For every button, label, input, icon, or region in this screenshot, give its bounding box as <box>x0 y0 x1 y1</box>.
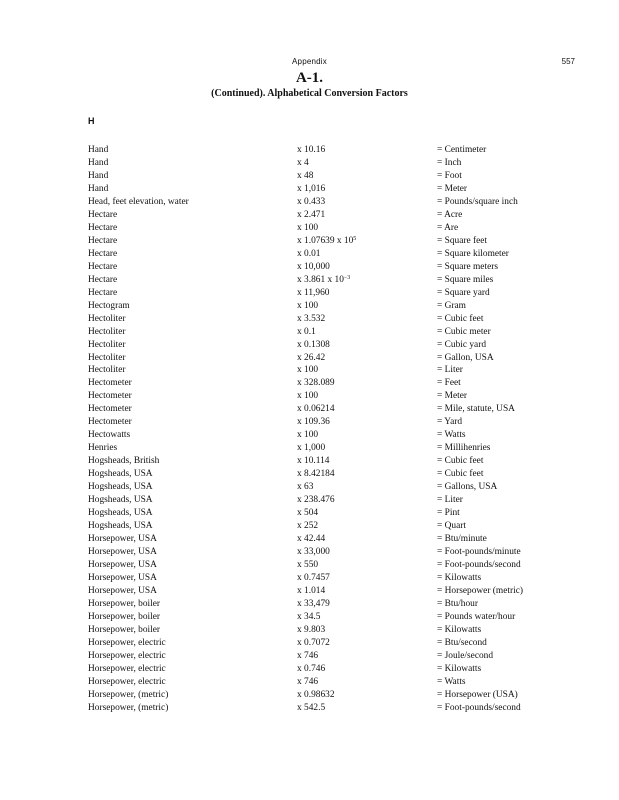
table-row <box>88 248 568 261</box>
from-unit: Horsepower, boiler <box>88 611 160 622</box>
conversion-factor <box>297 455 329 468</box>
factor-value: x 0.433 <box>297 196 326 207</box>
to-unit: = Centimeter <box>437 145 487 155</box>
from-unit: Horsepower, USA <box>88 547 157 558</box>
table-row <box>88 585 568 598</box>
from-unit: Horsepower, electric <box>88 676 166 687</box>
from-unit: Hectometer <box>88 391 132 402</box>
factor-value: x 0.1 <box>297 326 316 337</box>
from-unit: Horsepower, USA <box>88 572 157 583</box>
from-unit: Hand <box>88 183 109 194</box>
factor-value: x 0.746 <box>297 663 326 674</box>
from-unit: Horsepower, boiler <box>88 598 160 609</box>
from-unit: Hogsheads, USA <box>88 482 153 493</box>
conversion-factor <box>297 559 318 572</box>
to-unit: = Meter <box>437 391 468 402</box>
factor-value: x 63 <box>297 482 314 493</box>
to-unit: = Horsepower (USA) <box>437 689 518 700</box>
conversion-factor <box>297 520 318 533</box>
from-unit: Horsepower, electric <box>88 637 166 648</box>
conversion-factor <box>297 326 316 339</box>
from-unit: Hectare <box>88 248 118 259</box>
table-row <box>88 442 568 455</box>
conversion-factor <box>297 287 329 300</box>
conversion-factor <box>297 209 325 222</box>
to-unit: = Cubic feet <box>437 469 484 480</box>
from-unit: Horsepower, USA <box>88 534 157 545</box>
conversion-factor <box>297 144 325 157</box>
page-number: 557 <box>561 57 575 66</box>
to-unit: = Acre <box>437 209 463 220</box>
table-row <box>88 676 568 689</box>
from-unit: Head, feet elevation, water <box>88 196 189 207</box>
to-unit: = Pint <box>437 508 460 519</box>
from-unit: Horsepower, electric <box>88 663 166 674</box>
table-row <box>88 637 568 650</box>
factor-value: x 42.44 <box>297 534 326 545</box>
conversion-factor <box>297 196 325 209</box>
from-unit: Hogsheads, USA <box>88 495 153 506</box>
conversion-factor <box>297 637 330 650</box>
factor-value: x 26.42 <box>297 352 326 363</box>
table-title: (Continued). Alphabetical Conversion Factors <box>211 88 408 99</box>
factor-value: x 11,960 <box>297 287 330 298</box>
conversion-factor <box>297 624 325 637</box>
conversion-factor <box>297 442 325 455</box>
from-unit: Hectare <box>88 274 118 285</box>
table-row <box>88 533 568 546</box>
to-unit: = Pounds/square inch <box>437 196 518 207</box>
factor-value: x 10.16 <box>297 145 326 155</box>
to-unit: = Joule/second <box>437 650 494 661</box>
to-unit: = Feet <box>437 378 461 389</box>
factor-value: x 34.5 <box>297 611 321 622</box>
factor-value: x 100 <box>297 391 319 402</box>
to-unit: = Square kilometer <box>437 248 509 259</box>
factor-value: x 3.532 <box>297 313 326 324</box>
to-unit: = Cubic yard <box>437 339 487 350</box>
conversion-factor <box>297 546 330 559</box>
table-row <box>88 468 568 481</box>
conversion-factor <box>297 390 318 403</box>
factor-value: x 550 <box>297 560 319 570</box>
factor-value: x 238.476 <box>297 495 335 506</box>
table-row <box>88 364 568 377</box>
factor-value: x 0.1308 <box>297 339 330 350</box>
to-unit: = Inch <box>437 157 462 168</box>
factor-value: x 100 <box>297 222 319 233</box>
table-row <box>88 455 568 468</box>
to-unit: = Watts <box>437 676 466 687</box>
factor-exponent: 5 <box>353 235 357 242</box>
factor-value: x 1,000 <box>297 443 326 454</box>
from-unit: Hectometer <box>88 404 132 415</box>
to-unit: = Square miles <box>437 274 494 285</box>
table-row <box>88 183 568 196</box>
conversion-factor <box>297 663 325 676</box>
table-row <box>88 546 568 559</box>
to-unit: = Quart <box>437 521 466 532</box>
factor-value: x 0.06214 <box>297 404 335 415</box>
factor-value: x 48 <box>297 170 314 181</box>
from-unit: Hectowatts <box>88 430 131 441</box>
table-row <box>88 416 568 429</box>
conversion-factor <box>297 676 318 689</box>
table-row <box>88 390 568 403</box>
factor-value: x 0.7072 <box>297 637 330 648</box>
factor-value: x 0.98632 <box>297 689 335 700</box>
factor-value: x 504 <box>297 508 319 519</box>
conversion-factor <box>297 222 318 235</box>
from-unit: Hectare <box>88 287 118 298</box>
table-row <box>88 157 568 170</box>
from-unit: Hectoliter <box>88 339 126 350</box>
to-unit: = Cubic meter <box>437 326 491 337</box>
table-row <box>88 702 568 715</box>
table-row <box>88 274 568 287</box>
from-unit: Hogsheads, British <box>88 456 160 467</box>
table-row <box>88 572 568 585</box>
factor-value: x 2.471 <box>297 209 326 220</box>
factor-value: x 328.089 <box>297 378 335 389</box>
to-unit: = Kilowatts <box>437 624 482 635</box>
table-row <box>88 494 568 507</box>
from-unit: Hectoliter <box>88 326 126 337</box>
from-unit: Hand <box>88 170 109 181</box>
from-unit: Horsepower, USA <box>88 560 157 570</box>
conversion-factor <box>297 248 320 261</box>
table-row <box>88 507 568 520</box>
to-unit: = Horsepower (metric) <box>437 585 523 596</box>
conversion-factor <box>297 377 335 390</box>
conversion-factor <box>297 274 350 287</box>
factor-value: x 746 <box>297 650 319 661</box>
from-unit: Horsepower, (metric) <box>88 702 169 713</box>
conversion-factor <box>297 507 318 520</box>
conversion-factor <box>297 585 325 598</box>
table-row <box>88 663 568 676</box>
factor-value: x 10,000 <box>297 261 330 272</box>
table-row <box>88 261 568 274</box>
table-number: A-1. <box>295 70 324 86</box>
to-unit: = Liter <box>437 495 463 506</box>
table-row <box>88 300 568 313</box>
section-letter: H <box>88 116 95 126</box>
to-unit: = Foot-pounds/second <box>437 560 521 570</box>
to-unit: = Are <box>437 222 459 233</box>
to-unit: = Millihenries <box>437 443 491 454</box>
to-unit: = Liter <box>437 365 463 376</box>
table-row <box>88 429 568 442</box>
to-unit: = Btu/minute <box>437 534 487 545</box>
conversion-factor <box>297 300 318 313</box>
conversion-factor <box>297 170 313 183</box>
from-unit: Hectogram <box>88 300 130 311</box>
factor-value: x 100 <box>297 300 319 311</box>
factor-value: x 10.114 <box>297 456 330 467</box>
conversion-factor <box>297 611 320 624</box>
from-unit: Hogsheads, USA <box>88 521 153 532</box>
factor-value: x 1.07639 x 10 <box>297 235 354 246</box>
factor-value: x 109.36 <box>297 417 330 428</box>
table-row <box>88 196 568 209</box>
to-unit: = Cubic feet <box>437 313 484 324</box>
from-unit: Hectometer <box>88 378 132 389</box>
conversion-factor <box>297 650 318 663</box>
conversion-factor <box>297 429 318 442</box>
conversion-factor <box>297 689 335 702</box>
to-unit: = Cubic feet <box>437 456 484 467</box>
conversion-factor <box>297 261 330 274</box>
from-unit: Hand <box>88 145 109 155</box>
conversion-factor <box>297 572 330 585</box>
table-row <box>88 209 568 222</box>
conversion-factor <box>297 183 325 196</box>
to-unit: = Watts <box>437 430 466 441</box>
conversion-factor <box>297 403 335 416</box>
table-row <box>88 624 568 637</box>
factor-value: x 33,000 <box>297 547 330 558</box>
to-unit: = Gram <box>437 300 466 311</box>
to-unit: = Pounds water/hour <box>437 611 516 622</box>
table-row <box>88 377 568 390</box>
from-unit: Hectoliter <box>88 352 126 363</box>
table-row <box>88 222 568 235</box>
table-row <box>88 352 568 365</box>
to-unit: = Btu/hour <box>437 598 478 609</box>
from-unit: Hectare <box>88 235 118 246</box>
from-unit: Horsepower, boiler <box>88 624 160 635</box>
factor-value: x 542.5 <box>297 702 326 713</box>
table-row <box>88 481 568 494</box>
table-row <box>88 235 568 248</box>
factor-value: x 8.42184 <box>297 469 335 480</box>
table-row <box>88 144 568 157</box>
conversion-factor <box>297 481 313 494</box>
table-row <box>88 339 568 352</box>
to-unit: = Meter <box>437 183 468 194</box>
table-row <box>88 170 568 183</box>
to-unit: = Mile, statute, USA <box>437 404 515 415</box>
conversion-factor <box>297 339 330 352</box>
factor-value: x 252 <box>297 521 319 532</box>
table-row <box>88 287 568 300</box>
factor-value: x 1.014 <box>297 585 326 596</box>
table-row <box>88 326 568 339</box>
table-row <box>88 520 568 533</box>
conversion-factor <box>297 313 325 326</box>
factor-value: x 3.861 x 10 <box>297 274 344 285</box>
conversion-table <box>88 144 568 715</box>
to-unit: = Square feet <box>437 235 488 246</box>
factor-value: x 4 <box>297 157 309 168</box>
to-unit: = Square meters <box>437 261 498 272</box>
from-unit: Hogsheads, USA <box>88 469 153 480</box>
table-row <box>88 689 568 702</box>
from-unit: Hogsheads, USA <box>88 508 153 519</box>
factor-value: x 0.01 <box>297 248 321 259</box>
to-unit: = Foot <box>437 170 462 181</box>
table-row <box>88 611 568 624</box>
factor-value: x 33,479 <box>297 598 330 609</box>
to-unit: = Yard <box>437 417 463 428</box>
factor-value: x 100 <box>297 365 319 376</box>
factor-value: x 1,016 <box>297 183 326 194</box>
table-row <box>88 598 568 611</box>
factor-value: x 100 <box>297 430 319 441</box>
conversion-factor <box>297 598 330 611</box>
conversion-factor <box>297 364 318 377</box>
running-head: Appendix <box>292 57 327 66</box>
table-row <box>88 559 568 572</box>
from-unit: Hectare <box>88 261 118 272</box>
conversion-factor <box>297 416 330 429</box>
to-unit: = Kilowatts <box>437 572 482 583</box>
to-unit: = Btu/second <box>437 637 487 648</box>
to-unit: = Foot-pounds/second <box>437 702 521 713</box>
to-unit: = Gallon, USA <box>437 352 494 363</box>
factor-exponent: −3 <box>343 274 351 281</box>
to-unit: = Gallons, USA <box>437 482 498 493</box>
from-unit: Horsepower, electric <box>88 650 166 661</box>
to-unit: = Square yard <box>437 287 490 298</box>
conversion-factor <box>297 235 356 248</box>
from-unit: Horsepower, (metric) <box>88 689 169 700</box>
factor-value: x 0.7457 <box>297 572 330 583</box>
from-unit: Hectare <box>88 222 118 233</box>
from-unit: Hectometer <box>88 417 132 428</box>
from-unit: Horsepower, USA <box>88 585 157 596</box>
from-unit: Hectoliter <box>88 313 126 324</box>
from-unit: Hectare <box>88 209 118 220</box>
conversion-factor <box>297 352 325 365</box>
conversion-factor <box>297 533 325 546</box>
from-unit: Hand <box>88 157 109 168</box>
conversion-factor <box>297 157 309 170</box>
to-unit: = Kilowatts <box>437 663 482 674</box>
conversion-factor <box>297 494 335 507</box>
table-row <box>88 650 568 663</box>
to-unit: = Foot-pounds/minute <box>437 547 521 558</box>
from-unit: Henries <box>88 443 118 454</box>
from-unit: Hectoliter <box>88 365 126 376</box>
factor-value: x 9.803 <box>297 624 326 635</box>
table-row <box>88 313 568 326</box>
conversion-factor <box>297 468 335 481</box>
conversion-factor <box>297 702 325 715</box>
table-row <box>88 403 568 416</box>
factor-value: x 746 <box>297 676 319 687</box>
